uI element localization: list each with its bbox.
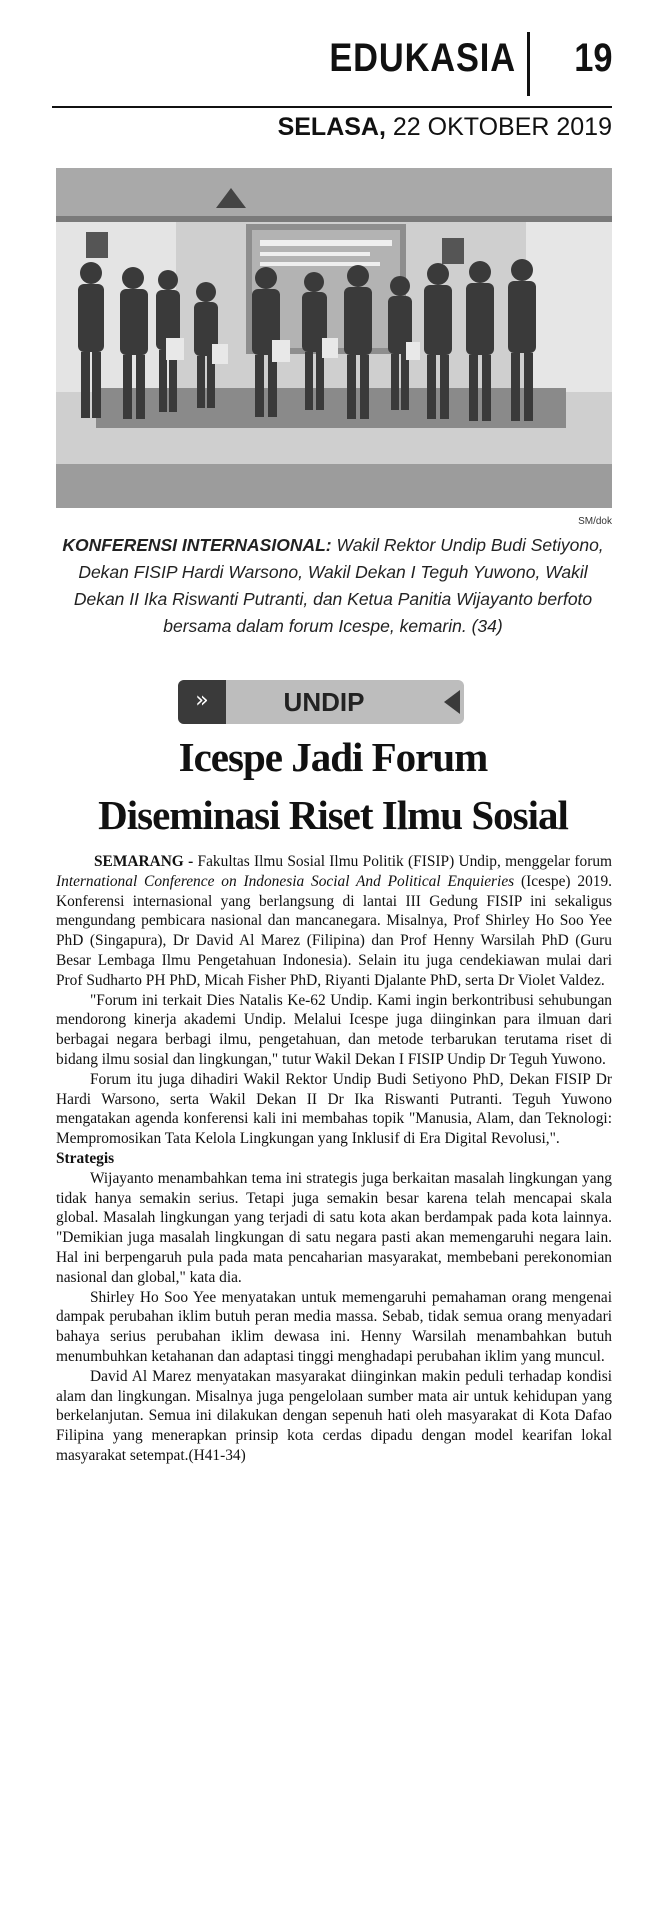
article-body [56,852,612,1466]
paragraph-4: Wijayanto menambahkan tema ini strategis juga berkaitan masalah lingkungan yang tidak hanya semakin serius. Tetapi juga semakin besar karena telah mencapai skala global. Masalah lingkungan yang terjadi di satu kota akan berdampak pada kota lainnya. "Demikian juga masalah lingkungan di satu negara pasti akan memengaruhi negara lain. Hal ini berpengaruh pula pada mata pencaharian masyarakat, membebani perekonomian nasional dan global," kata dia. [56,1169,612,1286]
issue-date [52,112,612,142]
masthead [52,28,612,106]
paragraph-5: Shirley Ho Soo Yee menyatakan untuk memengaruhi pemahaman orang mengenai dampak perubahan iklim butuh peran media massa. Sebab, tidak semua orang menyadari bahaya serius perubahan iklim dewasa ini. Henny Warsilah menambahkan butuh menumbuhkan ketahanan dan adaptasi tinggi menghadapi perubahan iklim yang muncul. [56,1288,612,1365]
article-dateline: SEMARANG - [94,853,194,870]
news-photo [56,168,612,508]
article-headline [40,728,626,844]
issue-date-day: SELASA, [277,113,386,141]
headline-line-2: Diseminasi Riset Ilmu Sosial [98,792,568,838]
paragraph-1-part-b: (Icespe) 2019. Konferensi internasional yang berlangsung di lantai III Gedung FISIP ini sekaligus mengundang pembicara nasional dan mancanegara. Misalnya, Prof Shirley Ho Soo Yee PhD (Singapura), Dr David Al Marez (Filipina) dan Prof Henny Warsilah PhD (Guru Besar Lembaga Ilmu Pengetahuan Indonesia). Selain itu juga cendekiawan mulai dari Prof Sudharto PH PhD, Micah Fisher PhD, Riyanti Djalante PhD, serta Dr Violet Valdez. [56,872,613,989]
subhead: Strategis [56,1149,115,1167]
conference-name: International Conference on Indonesia Social And Political Enquieries [56,872,515,890]
section-tag-label: UNDIP [283,687,365,717]
masthead-rule [52,106,612,108]
caption-text: Wakil Rektor Undip Budi Setiyono, Dekan FISIP Hardi Warsono, Wakil Dekan I Teguh Yuwono, Wakil Dekan II Ika Riswanti Putranti, dan Ketua Panitia Wijayanto berfoto bersama dalam forum Icespe, kemarin. (34) [73,535,604,636]
photo-caption [54,532,612,640]
headline-line-1: Icespe Jadi Forum [178,734,488,780]
photo-credit: SM/dok [578,516,612,527]
section-title: EDUKASIA [329,36,516,80]
double-chevron-down-icon: » [178,680,226,724]
caption-lead: KONFERENSI INTERNASIONAL: [62,535,332,555]
paragraph-3: Forum itu juga dihadiri Wakil Rektor Undip Budi Setiyono PhD, Dekan FISIP Dr Hardi Warsono, serta Wakil Dekan II Dr Ika Riswanti Putranti. Teguh Yuwono mengatakan agenda konferensi kali ini membahas topik "Manusia, Alam, dan Teknologi: Mempromosikan Tata Kelola Lingkungan yang Inklusif di Era Digital Revolusi,". [56,1070,612,1148]
paragraph-6: David Al Marez menyatakan masyarakat diinginkan makin peduli terhadap kondisi alam dan lingkungan. Misalnya juga pengelolaan sumber mata air untuk kehidupan yang berkelanjutan. Semua ini dilakukan dengan sepenuh hati oleh masyarakat di Kota Dafao Filipina yang menerapkan prinsip kota cerdas dipadu dengan model kearifan lokal masyarakat setempat.(H41-34) [56,1367,612,1464]
section-tag [178,680,464,724]
page-number: 19 [573,36,612,80]
issue-date-rest: 22 OKTOBER 2019 [392,113,612,141]
masthead-divider [527,32,530,96]
paragraph-2: "Forum ini terkait Dies Natalis Ke-62 Undip. Kami ingin berkontribusi sehubungan mendorong kinerja akademi Undip. Melalui Icespe juga diinginkan para ilmuan dari berbagai negara berbagi ilmu, pengetahuan, dan metode terbarukan terutama riset di bidang ilmu sosial dan lingkungan," tutur Wakil Dekan I FISIP Undip Dr Teguh Yuwono. [56,991,612,1068]
tag-arrow-icon [444,690,460,714]
paragraph-1-part-a: Fakultas Ilmu Sosial Ilmu Politik (FISIP) Undip, menggelar forum [197,853,612,870]
paragraph-1 [56,852,612,991]
news-photo-illustration [56,168,612,508]
